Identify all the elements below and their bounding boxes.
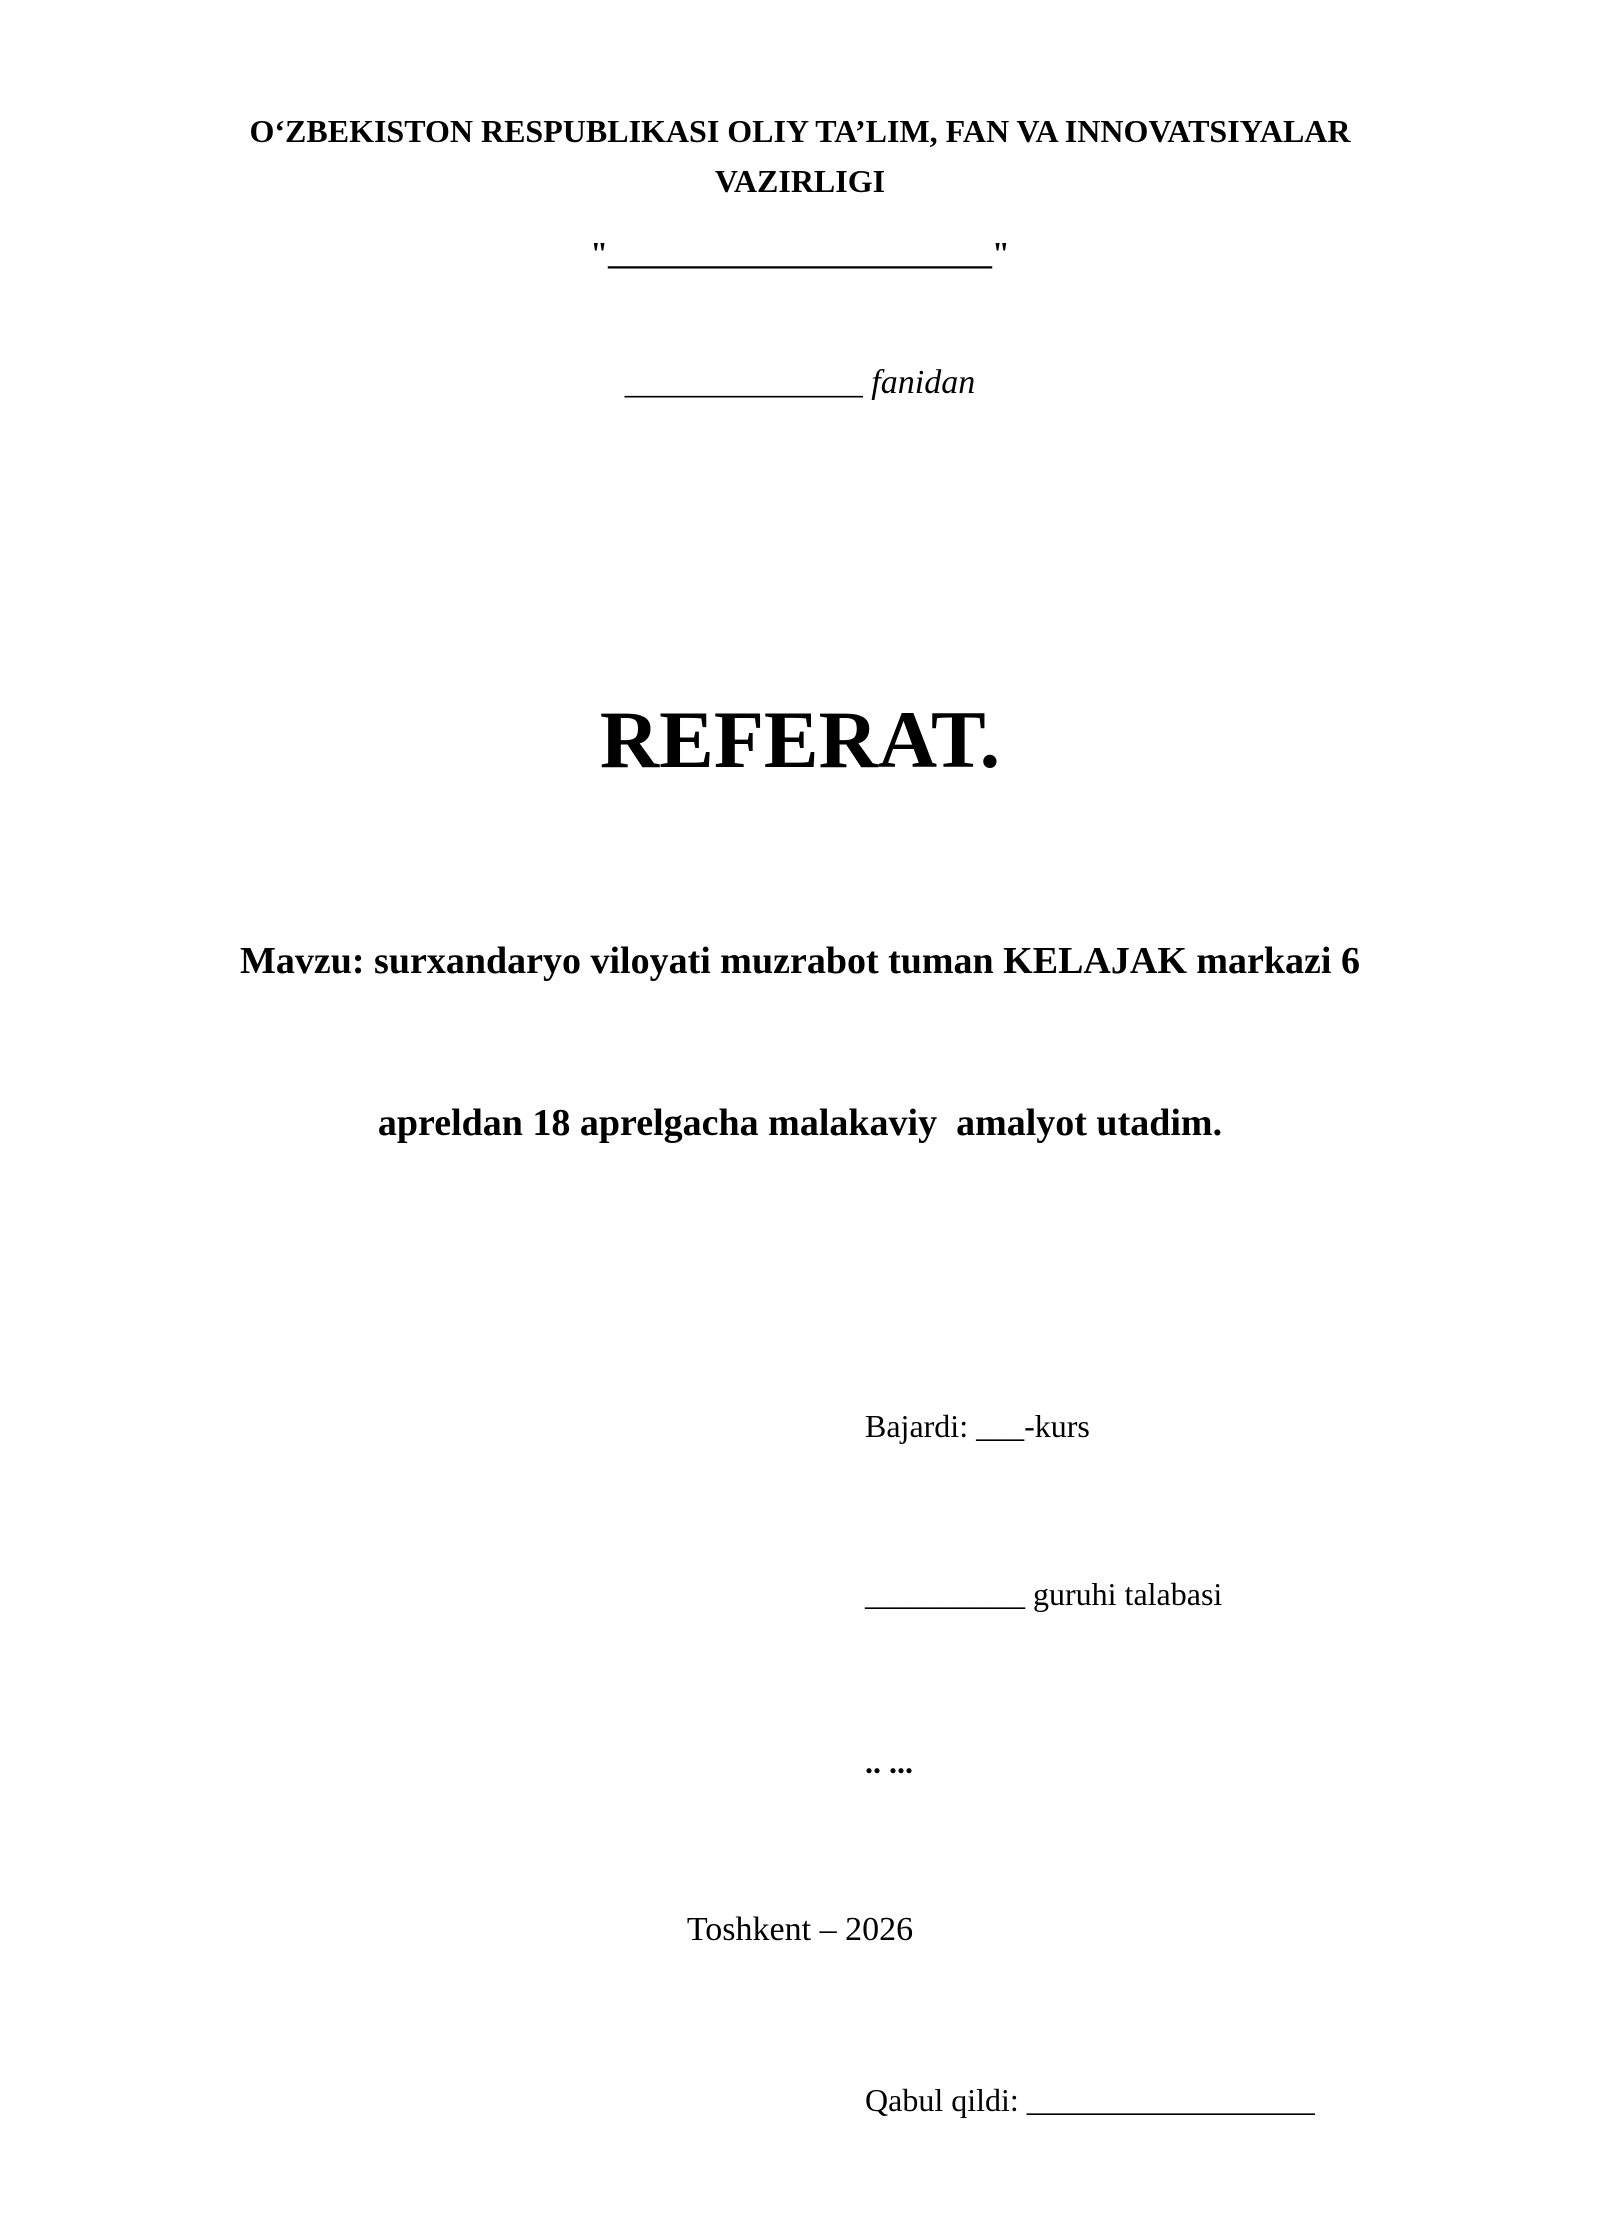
student-info-block	[865, 1286, 1315, 2240]
document-title: REFERAT.	[599, 694, 1001, 785]
ministry-heading-line2: VAZIRLIGI	[714, 163, 886, 199]
topic-line2: apreldan 18 aprelgacha malakaviy amalyot utadim.	[377, 1102, 1223, 1144]
student-name-line: .. ...	[865, 1744, 913, 1780]
topic-heading	[150, 826, 1450, 1258]
group-line: __________ guruhi talabasi	[865, 1576, 1223, 1612]
ministry-heading	[100, 106, 1500, 206]
subject-blank: ______________	[624, 364, 863, 401]
ministry-heading-line1: O‘ZBEKISTON RESPUBLIKASI OLIY TA’LIM, FAN VA INNOVATSIYALAR	[249, 113, 1351, 149]
subject-line	[0, 358, 1600, 408]
subject-suffix: fanidan	[871, 364, 976, 401]
university-name-blank: "________________________"	[590, 235, 1010, 271]
performed-by-line: Bajardi: ___-kurs	[865, 1408, 1090, 1444]
topic-line1: Mavzu: surxandaryo viloyati muzrabot tuman KELAJAK markazi 6	[240, 940, 1360, 982]
place-year-footer: Toshkent – 2026	[686, 1911, 914, 1948]
accepted-by-line: Qabul qildi: __________________	[865, 2082, 1315, 2118]
